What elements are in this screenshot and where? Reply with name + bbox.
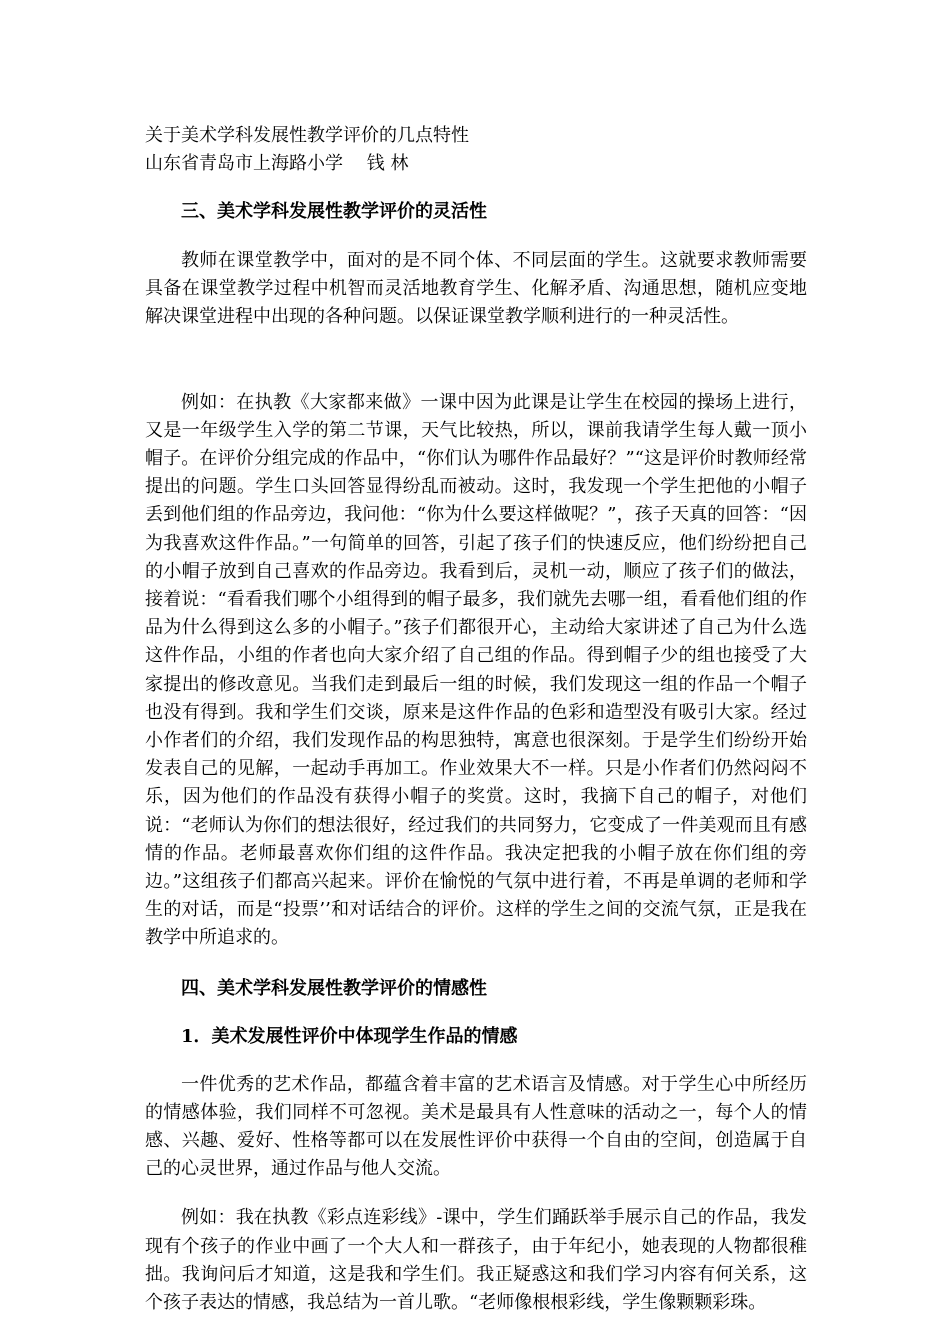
section-4-heading: 四、美术学科发展性教学评价的情感性 bbox=[181, 977, 487, 999]
section-3-heading: 三、美术学科发展性教学评价的灵活性 bbox=[181, 201, 487, 222]
section-3-paragraph-1: 教师在课堂教学中，面对的是不同个体、不同层面的学生。这就要求教师需要具备在课堂教学过程中机智而灵活地教育学生、化解矛盾、沟通思想，随机应变地解决课堂进程中出现的各种问题。以保证课堂教学顺利进行的一种灵活性。 bbox=[145, 250, 807, 328]
document-title: 关于美术学科发展性教学评价的几点特性 bbox=[145, 125, 469, 146]
section-4-paragraph-2: 例如：我在执教《彩点连彩线》-课中，学生们踊跃举手展示自己的作品，我发现有个孩子的作业中画了一个大人和一群孩子，由于年纪小，她表现的人物都很稚拙。我询问后才知道，这是我和学生们。我正疑惑这和我们学习内容有何关系，这个孩子表达的情感，我总结为一首儿歌。“老师像根根彩线，学生像颗颗彩珠。 bbox=[145, 1207, 807, 1314]
section-4-paragraph-1: 一件优秀的艺术作品，都蕴含着丰富的艺术语言及情感。对于学生心中所经历的情感体验，我们同样不可忽视。美术是最具有人性意味的活动之一，每个人的情感、兴趣、爱好、性格等都可以在发展性评价中获得一个自由的空间，创造属于自己的心灵世界，通过作品与他人交流。 bbox=[145, 1073, 807, 1180]
author-line: 山东省青岛市上海路小学 钱 林 bbox=[145, 153, 409, 174]
document-body bbox=[145, 122, 807, 1317]
section-3-paragraph-2: 例如：在执教《大家都来做》一课中因为此课是让学生在校园的操场上进行，又是一年级学生入学的第二节课，天气比较热，所以，课前我请学生每人戴一顶小帽子。在评价分组完成的作品中，“你们认为哪件作品最好？”“这是评价时教师经常提出的问题。学生口头回答显得纷乱而被动。这时，我发现一个学生把他的小帽子丢到他们组的作品旁边，我问他：“你为什么要这样做呢？”，孩子天真的回答：“因为我喜欢这件作品。”一句简单的回答，引起了孩子们的快速反应，他们纷纷把自己的小帽子放到自己喜欢的作品旁边。我看到后，灵机一动，顺应了孩子们的做法，接着说：“看看我们哪个小组得到的帽子最多，我们就先去哪一组，看看他们组的作品为什么得到这么多的小帽子。”孩子们都很开心，主动给大家讲述了自己为什么选这件作品，小组的作者也向大家介绍了自己组的作品。得到帽子少的组也接受了大家提出的修改意见。当我们走到最后一组的时候，我们发现这一组的作品一个帽子也没有得到。我和学生们交谈，原来是这件作品的色彩和造型没有吸引大家。经过小作者们的介绍，我们发现作品的构思独特，寓意也很深刻。于是学生们纷纷开始发表自己的见解，一起动手再加工。作业效果大不一样。只是小作者们仍然闷闷不乐，因为他们的作品没有获得小帽子的奖赏。这时，我摘下自己的帽子，对他们说：“老师认为你们的想法很好，经过我们的共同努力，它变成了一件美观而且有感情的作品。老师最喜欢你们组的这件作品。我决定把我的小帽子放在你们组的旁边。”这组孩子们都高兴起来。评价在愉悦的气氛中进行着，不再是单调的老师和学生的对话，而是“投票’’和对话结合的评价。这样的学生之间的交流气氛，正是我在教学中所追求的。 bbox=[145, 391, 807, 949]
section-4-subheading: 1．美术发展性评价中体现学生作品的情感 bbox=[181, 1025, 518, 1047]
